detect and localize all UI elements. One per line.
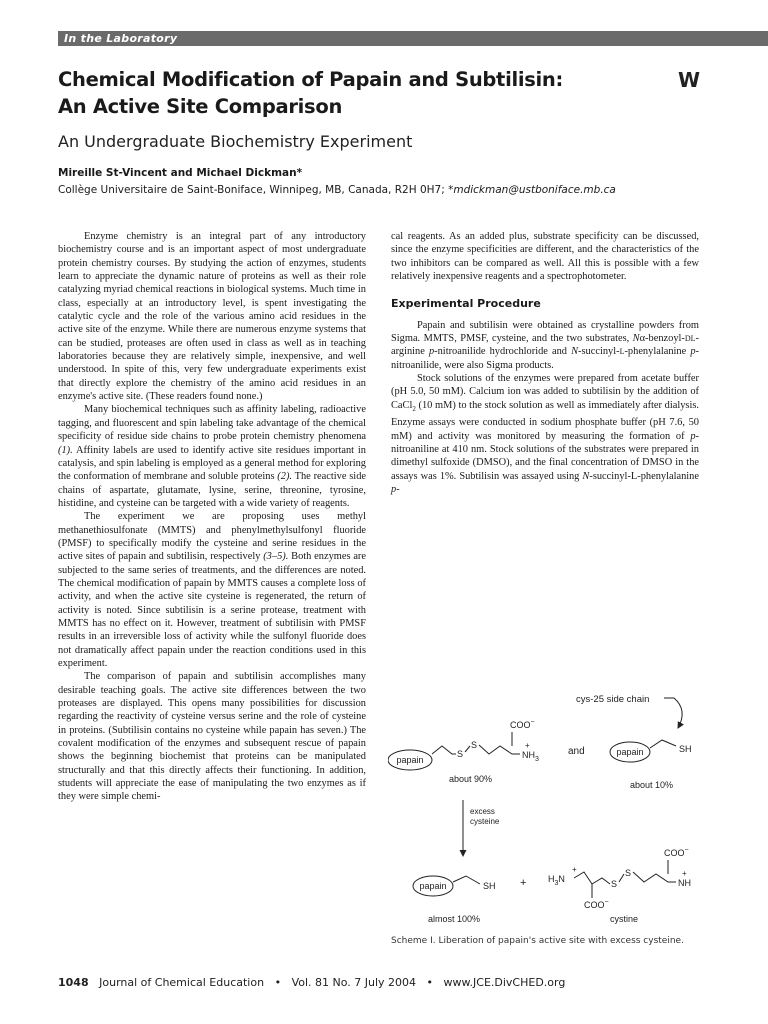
svg-text:+: + xyxy=(572,865,577,874)
about-90-label: about 90% xyxy=(449,774,493,784)
journal-url[interactable]: www.JCE.DivCHED.org xyxy=(443,976,566,989)
sulfur-label: S xyxy=(625,868,632,878)
page-number: 1048 xyxy=(58,976,89,989)
bond-line xyxy=(432,746,456,754)
article-title xyxy=(58,66,658,120)
authors: Mireille St-Vincent and Michael Dickman* xyxy=(58,167,303,179)
excess-label: excess xyxy=(470,807,495,816)
web-supplement-icon: W xyxy=(678,68,701,92)
body-column-right xyxy=(391,230,699,496)
cys25-arrow xyxy=(664,698,682,728)
body-column-left xyxy=(58,230,366,804)
thiol-label: SH xyxy=(679,744,692,754)
sulfur-label: S xyxy=(471,740,478,750)
paragraph: Many biochemical techniques such as affinity labeling, radioactive tagging, and fluorescent and spin labeling take advantage of the chemical specificity of residue side chains to probe protein chemistry phenomena (1). Affinity labels are used to identify active site residues important in catalysis, and spin labeling is employed as a general method for exploring the conformation of membrane and soluble proteins (2). The reactive side chains of aspartate, glutamate, lysine, serine, threonine, tyrosine, histidine, and cysteine can be targeted with a wide variety of reagents. xyxy=(58,404,367,509)
author-email[interactable]: *mdickman@ustboniface.mb.ca xyxy=(448,184,616,196)
citation-link[interactable]: (1). xyxy=(58,444,73,456)
title-line-2: An Active Site Comparison xyxy=(58,95,343,118)
amine-label: $H_3N$ xyxy=(548,874,565,887)
section-heading: Experimental Procedure xyxy=(391,297,541,311)
paragraph: The comparison of papain and subtilisin accomplishes many desirable teaching goals. The active site differences between the two proteases are displayed. This opens many possibilities for discussion regarding the reactivity of cysteine versus serine and the role of cysteine in proteins. (Subtilisin contains no cysteine while papain has seven.) The covalent modification of the enzymes and subsequent rescue of papain shows the beginning biochemist that proteins can be manipulated structurally and that this directly affects their functioning. In addition, students will appreciate the ease of manipulating the two enzymes as if they were simple chemi- xyxy=(58,671,366,803)
papain-label: papain xyxy=(616,747,644,757)
amine-label: $NH_3$ xyxy=(522,750,539,763)
almost-100-label: almost 100% xyxy=(428,914,481,924)
amine-label: NH xyxy=(678,878,691,888)
papain-label: papain xyxy=(419,881,447,891)
svg-text:+: + xyxy=(682,869,687,878)
section-bar xyxy=(58,31,768,46)
scheme-diagram xyxy=(388,688,708,934)
bond-line xyxy=(479,745,520,754)
plus-sign: + xyxy=(520,877,527,889)
paragraph: Stock solutions of the enzymes were prepared from acetate buffer (pH 5.0, 50 mM). Calcium ion was added to subtilisin by the addition of CaCl$_2$ (10 mM) to the stock solution as well as immediately after dialysis. Enzyme assays were conducted in sodium phosphate buffer (pH 7.6, 50 mM) and activity was monitored by measuring the formation of p-nitroaniline at 410 nm. Stock solutions of the substrates were prepared in dimethyl sulfoxide (DMSO), and the final concentration of DMSO in the assays was 1%. Subtilisin was assayed using N-succinyl-L-phenylalanine p- xyxy=(391,373,699,495)
affiliation xyxy=(58,184,616,196)
journal-name: Journal of Chemical Education xyxy=(99,976,265,989)
carboxylate-label: COO− xyxy=(510,719,535,730)
sulfur-label: S xyxy=(611,879,618,889)
carboxylate-label: COO− xyxy=(664,847,689,858)
affiliation-text: Collège Universitaire de Saint-Boniface, Winnipeg, MB, Canada, R2H 0H7; xyxy=(58,184,445,196)
paragraph: Enzyme chemistry is an integral part of any introductory biochemistry course and is an important aspect of most undergraduate protein chemistry courses. By studying the action of enzymes, students learn to appreciate the dynamic nature of proteins as well as their role catalyzing myriad chemical reactions in biological systems. Much time in class, especially at an introductory level, is spent investigating the catalytic cycle and the role of the various amino acid residues in the active site of the enzyme. While there are numerous enzyme systems that can be studied, proteases are often used in class as well as in teaching laboratories because they are relatively simple, inexpensive, and well understood. In spite of this, very few undergraduate experiments exist that directly explore the chemistry of the amino acid residues in an enzyme's active site. (These readers found none.) xyxy=(58,231,366,403)
paragraph: The experiment we are proposing uses methyl methanethiosulfonate (MMTS) and phenylmethylsulfonyl fluoride (PMSF) to specifically modify the cysteine and serine residues in the active sites of papain and subtilisin, respectively (3–5). Both enzymes are subjected to the same series of treatments, and the differences are noted. The chemical modification of papain by MMTS causes a complete loss of activity, and when the active site cysteine is regenerated, the return of activity is noted. Since subtilisin is a serine protease, treatment with MMTS has no effect on it. However, treatment of subtilisin with PMSF results in an irreversible loss of activity while the sulfonyl fluoride does not dramatically affect papain under the reaction conditions used in this experiment. xyxy=(58,511,367,669)
title-line-1: Chemical Modification of Papain and Subtilisin: xyxy=(58,68,564,91)
paragraph: cal reagents. As an added plus, substrate specificity can be discussed, since the enzyme specificities are different, and the characteristics of the two inhibitors can be compared as well. All this is possible with a few relatively inexpensive reagents and a spectrophotometer. xyxy=(391,231,699,283)
carboxylate-label: COO− xyxy=(584,899,609,910)
page-footer: 1048 Journal of Chemical Education • Vol. 81 No. 7 July 2004 • www.JCE.DivCHED.org xyxy=(58,976,566,989)
paragraph: Papain and subtilisin were obtained as crystalline powders from Sigma. MMTS, PMSF, cysteine, and the two substrates, Nα-benzoyl-DL-arginine p-nitroanilide hydrochloride and N-succinyl-L-phenylalanine p-nitroanilide, were also Sigma products. xyxy=(391,319,699,371)
sulfur-label: S xyxy=(457,749,464,759)
cysteine-label: cysteine xyxy=(470,817,500,826)
about-10-label: about 10% xyxy=(630,780,674,790)
thiol-label: SH xyxy=(483,881,496,891)
citation-link[interactable]: (2). xyxy=(277,471,293,483)
article-subtitle: An Undergraduate Biochemistry Experiment xyxy=(58,132,413,151)
citation-link[interactable]: (3–5). xyxy=(263,551,289,563)
and-label: and xyxy=(568,746,585,757)
scheme-caption: Scheme I. Liberation of papain's active site with excess cysteine. xyxy=(391,936,684,946)
svg-text:+: + xyxy=(525,741,530,750)
papain-label: papain xyxy=(396,755,424,765)
cystine-label: cystine xyxy=(610,914,639,924)
cys25-label: cys-25 side chain xyxy=(576,694,650,705)
section-label: In the Laboratory xyxy=(64,32,178,45)
volume-info: Vol. 81 No. 7 July 2004 xyxy=(291,976,417,989)
